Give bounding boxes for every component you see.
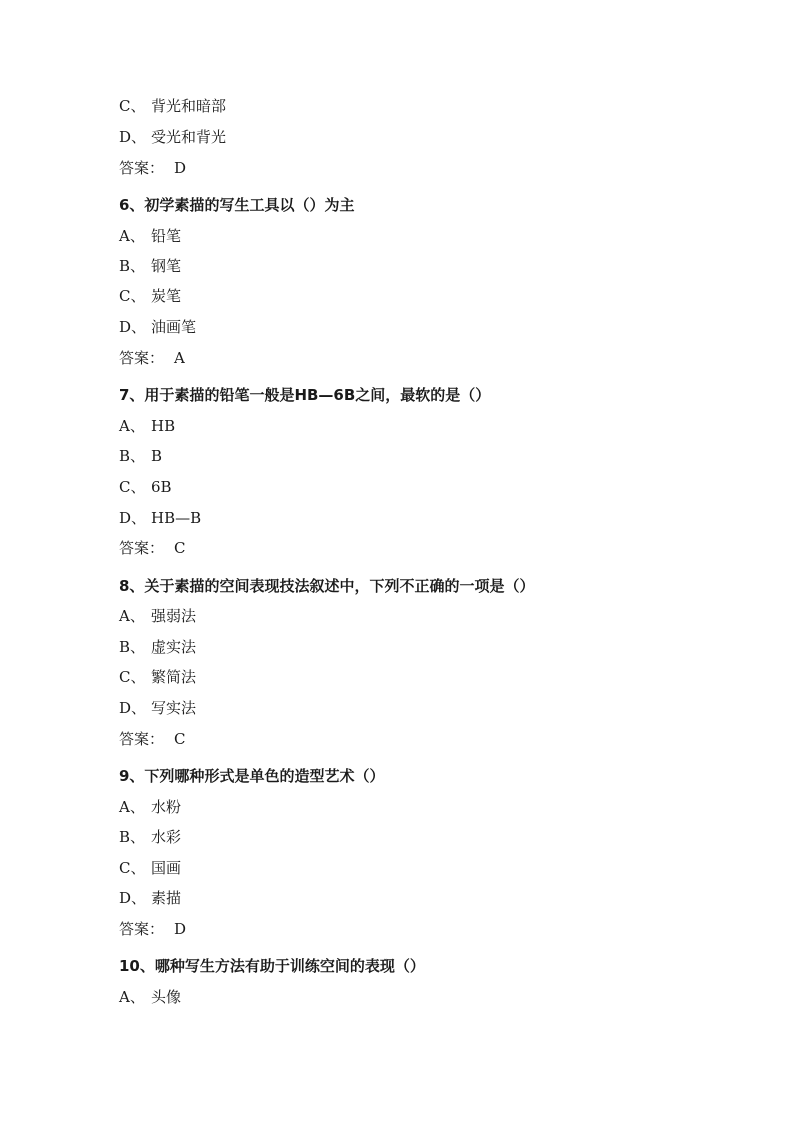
option-tag: C、 bbox=[119, 668, 146, 686]
option-line bbox=[119, 256, 181, 276]
option-text: 虚实法 bbox=[151, 638, 197, 656]
option-line bbox=[119, 797, 181, 817]
option-line bbox=[119, 858, 181, 878]
option-line bbox=[119, 667, 196, 687]
option-text: 受光和背光 bbox=[151, 128, 227, 146]
answer-line bbox=[119, 538, 185, 558]
option-tag: C、 bbox=[119, 478, 146, 496]
option-text: 6B bbox=[151, 478, 172, 496]
option-line bbox=[119, 127, 226, 147]
option-tag: A、 bbox=[119, 988, 145, 1006]
option-text: B bbox=[151, 447, 163, 465]
answer-label: 答案： bbox=[119, 159, 165, 177]
option-line bbox=[119, 508, 201, 528]
option-text: 写实法 bbox=[151, 699, 197, 717]
option-tag: B、 bbox=[119, 828, 146, 846]
question-title: 6、初学素描的写生工具以（）为主 bbox=[119, 196, 355, 214]
option-tag: D、 bbox=[119, 128, 147, 146]
option-line bbox=[119, 698, 196, 718]
option-line bbox=[119, 416, 175, 436]
option-tag: A、 bbox=[119, 607, 145, 625]
option-text: HB—B bbox=[151, 509, 202, 527]
answer-value: D bbox=[174, 920, 187, 938]
option-text: 国画 bbox=[151, 859, 182, 877]
option-line bbox=[119, 317, 196, 337]
option-line bbox=[119, 226, 181, 246]
question-title: 9、下列哪种形式是单色的造型艺术（） bbox=[119, 767, 385, 785]
question-title: 8、关于素描的空间表现技法叙述中，下列不正确的一项是（） bbox=[119, 577, 535, 595]
option-line bbox=[119, 606, 196, 626]
answer-value: C bbox=[174, 539, 186, 557]
option-tag: B、 bbox=[119, 447, 146, 465]
option-line bbox=[119, 827, 181, 847]
option-tag: B、 bbox=[119, 257, 146, 275]
option-text: 背光和暗部 bbox=[151, 97, 227, 115]
option-tag: D、 bbox=[119, 509, 147, 527]
option-tag: D、 bbox=[119, 889, 147, 907]
answer-label: 答案： bbox=[119, 730, 165, 748]
option-tag: A、 bbox=[119, 227, 145, 245]
option-line bbox=[119, 888, 181, 908]
option-text: 铅笔 bbox=[151, 227, 182, 245]
option-text: 水彩 bbox=[151, 828, 182, 846]
option-line bbox=[119, 637, 196, 657]
answer-line bbox=[119, 919, 186, 939]
option-tag: D、 bbox=[119, 318, 147, 336]
option-tag: C、 bbox=[119, 859, 146, 877]
answer-line bbox=[119, 729, 185, 749]
option-text: 素描 bbox=[151, 889, 182, 907]
option-line bbox=[119, 477, 172, 497]
option-line bbox=[119, 987, 181, 1007]
answer-value: D bbox=[174, 159, 187, 177]
answer-line bbox=[119, 348, 185, 368]
answer-label: 答案： bbox=[119, 539, 165, 557]
option-text: 炭笔 bbox=[151, 287, 182, 305]
option-line bbox=[119, 96, 226, 116]
option-text: 钢笔 bbox=[151, 257, 182, 275]
option-tag: B、 bbox=[119, 638, 146, 656]
option-text: 水粉 bbox=[151, 798, 182, 816]
question-title: 10、哪种写生方法有助于训练空间的表现（） bbox=[119, 957, 425, 975]
option-text: 油画笔 bbox=[151, 318, 197, 336]
option-tag: C、 bbox=[119, 97, 146, 115]
option-line bbox=[119, 446, 162, 466]
question-title: 7、用于素描的铅笔一般是HB—6B之间，最软的是（） bbox=[119, 386, 491, 404]
answer-line bbox=[119, 158, 186, 178]
option-line bbox=[119, 286, 181, 306]
option-tag: A、 bbox=[119, 798, 145, 816]
option-text: 头像 bbox=[151, 988, 182, 1006]
option-tag: A、 bbox=[119, 417, 145, 435]
option-tag: C、 bbox=[119, 287, 146, 305]
option-text: 繁简法 bbox=[151, 668, 197, 686]
answer-value: C bbox=[174, 730, 186, 748]
option-text: 强弱法 bbox=[151, 607, 197, 625]
answer-value: A bbox=[174, 349, 185, 367]
option-text: HB bbox=[151, 417, 176, 435]
answer-label: 答案： bbox=[119, 920, 165, 938]
answer-label: 答案： bbox=[119, 349, 165, 367]
option-tag: D、 bbox=[119, 699, 147, 717]
